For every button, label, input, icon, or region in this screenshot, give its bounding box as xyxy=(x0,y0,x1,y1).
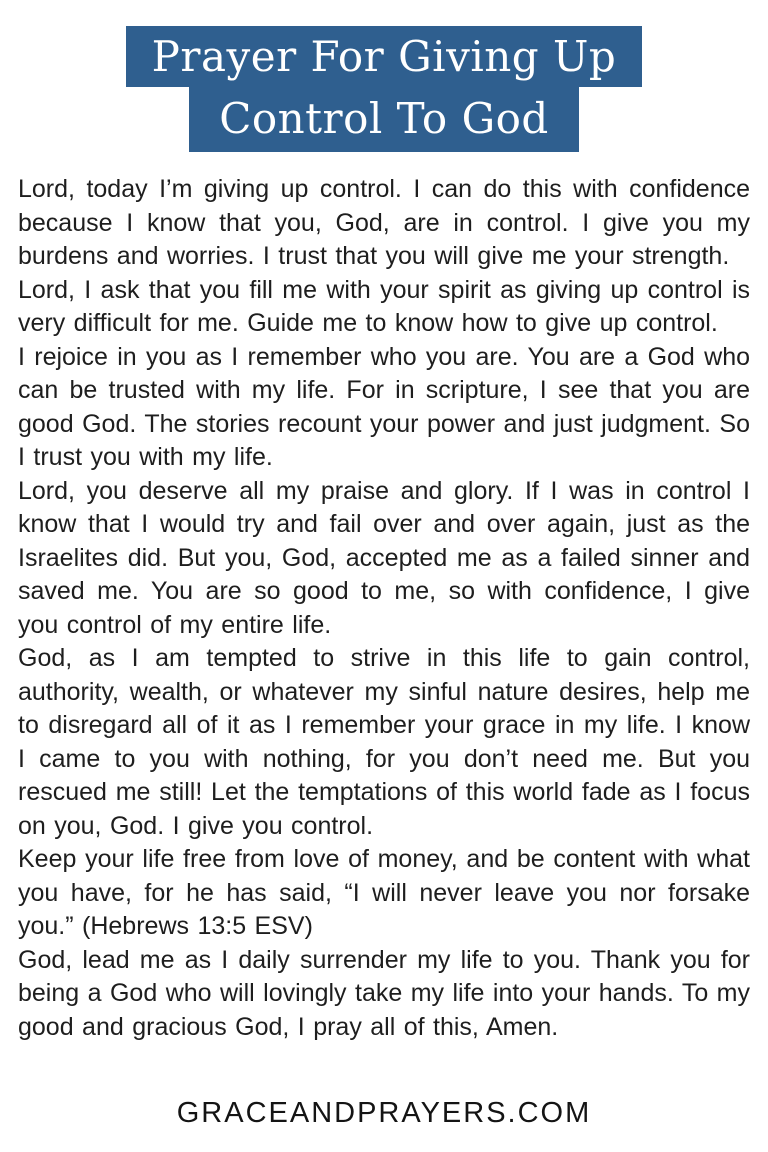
title-banner xyxy=(0,0,768,152)
prayer-paragraph: I rejoice in you as I remember who you are. You are a God who can be trusted with my life. For in scripture, I see that you are good God. The stories recount your power and just judgment. So I trust you with my life. xyxy=(18,342,750,471)
prayer-paragraph: Keep your life free from love of money, and be content with what you have, for he has said, “I will never leave you nor forsake you.” (Hebrews 13:5 ESV) xyxy=(18,845,750,940)
prayer-text xyxy=(18,173,750,1044)
prayer-paragraph: Lord, I ask that you fill me with your spirit as giving up control is very difficult for me. Guide me to know how to give up control. xyxy=(18,275,750,337)
prayer-paragraph: God, as I am tempted to strive in this life to gain control, authority, wealth, or whatever my sinful nature desires, help me to disregard all of it as I remember your grace in my life. I know I came to you with nothing, for you don’t need me. But you rescued me still! Let the temptations of this world fade as I focus on you, God. I give you control. xyxy=(18,644,750,840)
prayer-paragraph: Lord, you deserve all my praise and glory. If I was in control I know that I would try and fail over and over again, just as the Israelites did. But you, God, accepted me as a failed sinner and saved me. You are so good to me, so with confidence, I give you control of my entire life. xyxy=(18,476,750,639)
prayer-paragraph: God, lead me as I daily surrender my life to you. Thank you for being a God who will lovingly take my life into your hands. To my good and gracious God, I pray all of this, Amen. xyxy=(18,945,750,1041)
site-name: GRACEANDPRAYERS.COM xyxy=(176,1097,592,1129)
prayer-paragraph: Lord, today I’m giving up control. I can do this with confidence because I know that you, God, are in control. I give you my burdens and worries. I trust that you will give me your strength. xyxy=(18,175,750,270)
title-line-2: Control To God xyxy=(189,87,579,152)
title-line-1: Prayer For Giving Up xyxy=(126,26,643,87)
site-footer xyxy=(0,1097,768,1130)
